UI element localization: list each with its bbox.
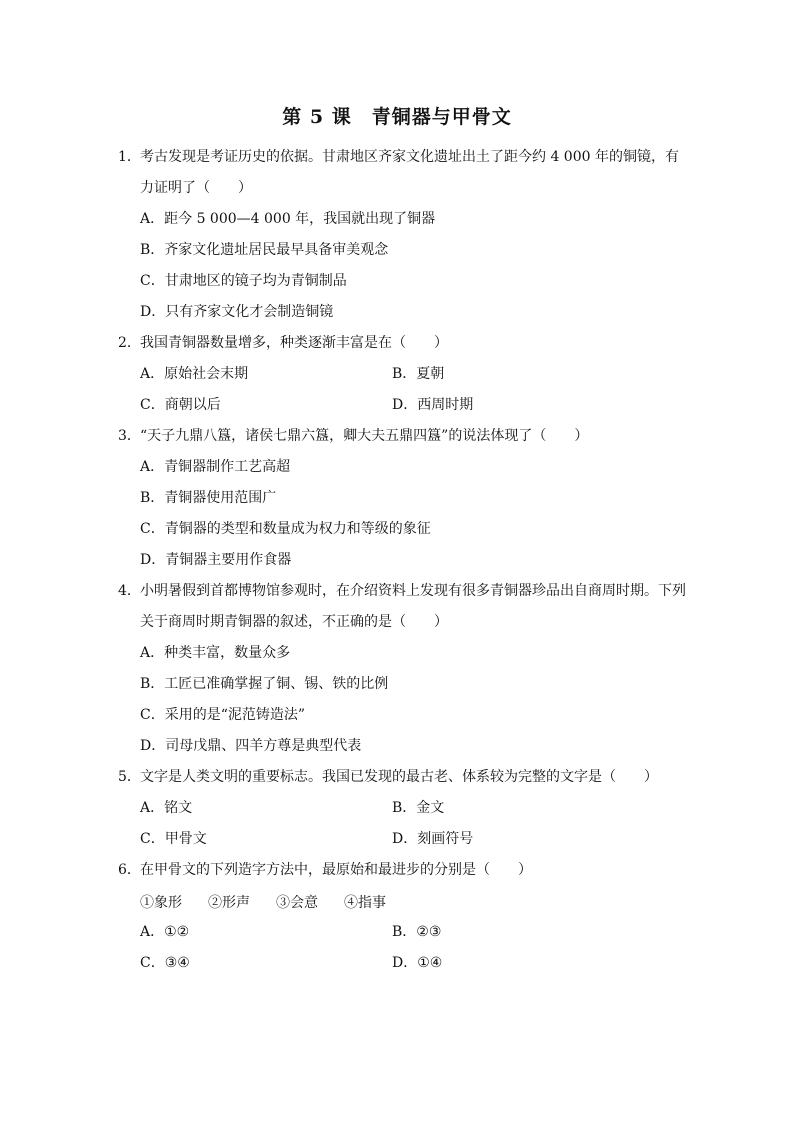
option-d <box>392 390 644 421</box>
options <box>118 638 688 762</box>
choice-item: ③会意 <box>276 894 318 911</box>
question-text: 考古发现是考证历史的依据。甘肃地区齐家文化遗址出土了距今约 4 000 年的铜镜，有力证明了（ ） <box>140 149 679 196</box>
question-3 <box>118 421 688 576</box>
question-text: 在甲骨文的下列造字方法中，最原始和最进步的分别是（ ） <box>140 862 532 878</box>
option-text: ③④ <box>164 955 190 971</box>
option-c <box>140 266 688 297</box>
question-number: 3． <box>118 428 141 444</box>
option-letter: B． <box>392 366 417 382</box>
option-b <box>140 669 688 700</box>
question-1 <box>118 142 688 328</box>
option-letter: A． <box>140 645 165 661</box>
option-d <box>140 545 688 576</box>
option-text: 工匠已准确掌握了铜、锡、铁的比例 <box>164 676 389 692</box>
option-text: 金文 <box>416 800 445 816</box>
option-row <box>140 793 688 824</box>
question-stem <box>118 142 688 204</box>
question-number: 6． <box>118 862 141 878</box>
options <box>118 204 688 328</box>
option-letter: B． <box>140 490 165 506</box>
question-4 <box>118 576 688 762</box>
options <box>118 359 688 421</box>
option-row <box>140 824 688 855</box>
option-letter: D． <box>392 397 418 413</box>
option-c <box>140 700 688 731</box>
option-text: 西周时期 <box>417 397 474 413</box>
option-text: ①④ <box>417 955 443 971</box>
question-text: 我国青铜器数量增多，种类逐渐丰富是在（ ） <box>140 335 448 351</box>
option-a <box>140 638 688 669</box>
option-letter: A． <box>140 211 165 227</box>
option-d <box>140 297 688 328</box>
choice-item: ②形声 <box>208 894 250 911</box>
option-letter: D． <box>140 304 166 320</box>
option-letter: D． <box>140 738 166 754</box>
option-letter: D． <box>140 552 166 568</box>
option-letter: A． <box>140 459 165 475</box>
option-a <box>140 917 392 948</box>
option-letter: A． <box>140 924 165 940</box>
option-d <box>140 731 688 762</box>
choice-item: ④指事 <box>344 894 386 911</box>
question-stem <box>118 576 688 638</box>
question-stem <box>118 328 688 359</box>
option-letter: C． <box>140 955 165 971</box>
option-b <box>140 235 688 266</box>
option-letter: A． <box>140 366 165 382</box>
option-text: 青铜器的类型和数量成为权力和等级的象征 <box>164 521 431 537</box>
option-a <box>140 359 392 390</box>
question-2 <box>118 328 688 421</box>
option-text: 种类丰富，数量众多 <box>164 645 291 661</box>
option-text: 青铜器使用范围广 <box>164 490 277 506</box>
option-c <box>140 824 392 855</box>
option-a <box>140 452 688 483</box>
option-a <box>140 204 688 235</box>
options <box>118 452 688 576</box>
option-text: 铭文 <box>164 800 193 816</box>
option-letter: C． <box>140 397 165 413</box>
question-stem <box>118 855 688 886</box>
question-text: 文字是人类文明的重要标志。我国已发现的最古老、体系较为完整的文字是（ ） <box>140 769 658 785</box>
question-6 <box>118 855 688 979</box>
option-letter: B． <box>140 676 165 692</box>
option-c <box>140 390 392 421</box>
option-row <box>140 390 688 421</box>
option-text: 商朝以后 <box>164 397 221 413</box>
option-text: 采用的是“泥范铸造法” <box>164 707 306 723</box>
question-list <box>118 142 688 979</box>
option-text: 只有齐家文化才会制造铜镜 <box>165 304 334 320</box>
options <box>118 886 688 979</box>
option-row <box>140 948 688 979</box>
option-text: 甲骨文 <box>164 831 207 847</box>
option-letter: C． <box>140 273 165 289</box>
option-b <box>392 359 644 390</box>
option-letter: B． <box>140 242 165 258</box>
option-text: 司母戊鼎、四羊方尊是典型代表 <box>165 738 362 754</box>
question-number: 4． <box>118 583 141 599</box>
option-text: 青铜器制作工艺高超 <box>164 459 291 475</box>
option-d <box>392 824 644 855</box>
option-b <box>392 917 644 948</box>
question-number: 2． <box>118 335 141 351</box>
page-title: 第 5 课 青铜器与甲骨文 <box>282 106 512 128</box>
question-stem <box>118 762 688 793</box>
option-row <box>140 917 688 948</box>
question-number: 1． <box>118 149 141 165</box>
option-letter: B． <box>392 924 417 940</box>
option-d <box>392 948 644 979</box>
question-number: 5． <box>118 769 141 785</box>
option-letter: C． <box>140 707 165 723</box>
option-text: 夏朝 <box>416 366 445 382</box>
option-text: 青铜器主要用作食器 <box>165 552 292 568</box>
option-letter: C． <box>140 831 165 847</box>
choice-items <box>140 886 688 917</box>
option-letter: B． <box>392 800 417 816</box>
option-c <box>140 948 392 979</box>
option-c <box>140 514 688 545</box>
option-letter: A． <box>140 800 165 816</box>
option-text: 原始社会末期 <box>164 366 249 382</box>
option-text: ①② <box>164 924 190 940</box>
question-stem <box>118 421 688 452</box>
question-text: 小明暑假到首都博物馆参观时，在介绍资料上发现有很多青铜器珍品出自商周时期。下列关于商周时期青铜器的叙述，不正确的是（ ） <box>140 583 686 630</box>
option-b <box>140 483 688 514</box>
option-text: 齐家文化遗址居民最早具备审美观念 <box>164 242 389 258</box>
options <box>118 793 688 855</box>
option-text: 距今 5 000—4 000 年，我国就出现了铜器 <box>164 211 436 227</box>
option-letter: D． <box>392 955 418 971</box>
option-text: ②③ <box>416 924 442 940</box>
choice-item: ①象形 <box>140 894 182 911</box>
option-b <box>392 793 644 824</box>
option-text: 刻画符号 <box>417 831 474 847</box>
option-row <box>140 359 688 390</box>
option-a <box>140 793 392 824</box>
option-text: 甘肃地区的镜子均为青铜制品 <box>164 273 347 289</box>
option-letter: D． <box>392 831 418 847</box>
question-text: “天子九鼎八簋，诸侯七鼎六簋，卿大夫五鼎四簋”的说法体现了（ ） <box>140 428 589 444</box>
question-5 <box>118 762 688 855</box>
option-letter: C． <box>140 521 165 537</box>
